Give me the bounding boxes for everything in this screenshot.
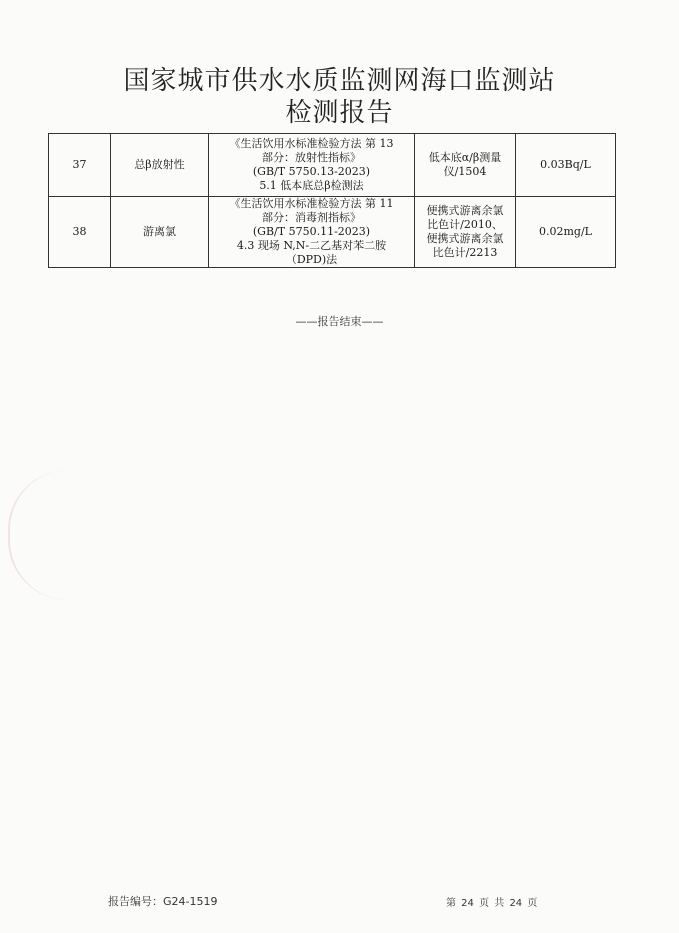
method-line: 《生活饮用水标准检验方法 第 13 bbox=[229, 137, 394, 150]
row-number: 37 bbox=[49, 134, 111, 197]
test-method bbox=[209, 134, 415, 197]
method-line: 部分：放射性指标》 bbox=[262, 151, 361, 164]
instrument-line: 低本底α/β测量 bbox=[428, 151, 502, 164]
method-line: (GB/T 5750.11-2023) bbox=[252, 225, 371, 238]
report-subtitle: 检测报告 bbox=[285, 98, 394, 128]
method-line: (GB/T 5750.13-2023) bbox=[252, 165, 371, 178]
instrument-line: 便携式游离余氯 bbox=[426, 232, 504, 245]
detection-limit: 0.03Bq/L bbox=[516, 134, 616, 197]
method-line: 4.3 现场 N,N-二乙基对苯二胺 bbox=[236, 239, 387, 252]
report-number: 报告编号：G24-1519 bbox=[108, 895, 218, 908]
test-item: 总β放射性 bbox=[111, 134, 209, 197]
instrument-line: 比色计/2010、 bbox=[427, 218, 503, 231]
test-method bbox=[209, 197, 415, 268]
instrument bbox=[415, 197, 516, 268]
method-line: 5.1 低本底总β检测法 bbox=[259, 179, 364, 192]
row-number: 38 bbox=[49, 197, 111, 268]
instrument-line: 比色计/2213 bbox=[432, 246, 498, 259]
method-line: 部分：消毒剂指标》 bbox=[262, 211, 361, 224]
table-row bbox=[49, 134, 616, 197]
report-title: 国家城市供水水质监测网海口监测站 bbox=[123, 66, 556, 96]
method-line: 《生活饮用水标准检验方法 第 11 bbox=[229, 197, 394, 210]
detection-limit: 0.02mg/L bbox=[516, 197, 616, 268]
instrument bbox=[415, 134, 516, 197]
instrument-line: 仪/1504 bbox=[443, 165, 487, 178]
instrument-line: 便携式游离余氯 bbox=[426, 204, 504, 217]
faint-seal-mark bbox=[8, 470, 70, 600]
test-method-table bbox=[48, 133, 616, 268]
report-end-mark: ——报告结束—— bbox=[295, 315, 384, 328]
table-row bbox=[49, 197, 616, 268]
page-number: 第 24 页 共 24 页 bbox=[446, 898, 538, 909]
method-line: （DPD)法 bbox=[285, 253, 338, 266]
test-item: 游离氯 bbox=[111, 197, 209, 268]
